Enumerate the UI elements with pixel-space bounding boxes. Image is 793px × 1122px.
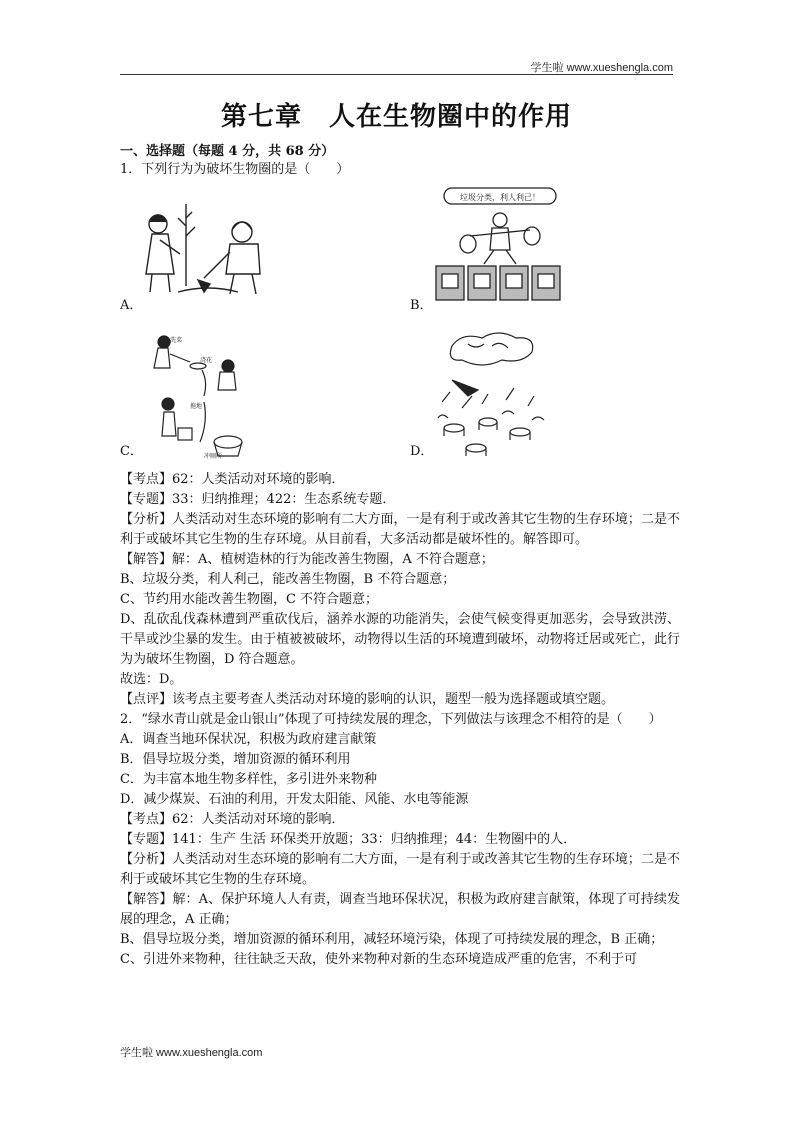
chapter-title: 第七章 人在生物圈中的作用	[220, 102, 572, 132]
tag-mop-floor: 拖地	[190, 403, 203, 410]
option-c-label: C．	[120, 444, 143, 459]
deforestation-illustration	[432, 332, 552, 460]
tag-flush-toilet: 冲厕所	[204, 453, 223, 460]
q1-dianping: 【点评】该考点主要考查人类活动对环境的影响的认识，题型一般为选择题或填空题。	[120, 692, 615, 707]
garbage-sorting-illustration	[430, 186, 570, 306]
q1-jieda-b: B、垃圾分类，利人利己，能改善生物圈，B 不符合题意；	[120, 572, 456, 587]
q2-option-c: C．为丰富本地生物多样性，多引进外来物种	[120, 772, 377, 787]
q1-jieda-c: C、节约用水能改善生物圈，C 不符合题意；	[120, 592, 379, 607]
tag-wash-vegetables: 洗菜	[170, 337, 183, 344]
water-saving-illustration	[144, 332, 254, 460]
tag-water-flowers: 浇花	[200, 357, 213, 364]
tree-planting-illustration	[138, 196, 278, 306]
q2-option-a: A．调查当地环保状况，积极为政府建言献策	[120, 732, 377, 747]
q2-stem: 2．“绿水青山就是金山银山”体现了可持续发展的理念，下列做法与该理念不相符的是（ ）	[120, 712, 662, 727]
header-site-name: 学生啦 www.xueshengla.com	[530, 62, 673, 74]
q2-zhuanti: 【专题】141：生产 生活 环保类开放题；33：归纳推理；44：生物圈中的人．	[120, 832, 577, 847]
q1-options	[120, 186, 680, 470]
q2-jieda-a: 【解答】解：A、保护环境人人有责，调查当地环保状况，积极为政府建言献策，体现了可持续发展的理念，A 正确；	[120, 892, 680, 927]
option-b	[410, 186, 650, 316]
header-divider	[120, 74, 673, 75]
sign-text: 垃圾分类，利人利己！	[460, 193, 540, 202]
q2-option-b: B．倡导垃圾分类，增加资源的循环利用	[120, 752, 351, 767]
q1-jieda-a: 【解答】解：A、植树造林的行为能改善生物圈，A 不符合题意；	[120, 552, 494, 567]
q2-option-d: D．减少煤炭、石油的利用，开发太阳能、风能、水电等能源	[120, 792, 469, 807]
q2-jieda-c: C、引进外来物种，往往缺乏天敌，使外来物种对新的生态环境造成严重的危害，不利于可	[120, 952, 637, 967]
q1-answer: 故选：D。	[120, 672, 183, 687]
q2-fenxi: 【分析】人类活动对生态环境的影响有二大方面，一是有利于或改善其它生物的生存环境；二是不利于或破坏其它生物的生存环境。	[120, 852, 680, 887]
option-b-label: B．	[410, 298, 433, 313]
option-a	[120, 186, 360, 316]
q1-zhuanti: 【专题】33：归纳推理；422：生态系统专题．	[120, 492, 396, 507]
footer-site-name: 学生啦 www.xueshengla.com	[120, 1047, 263, 1059]
q1-stem: 1．下列行为为破坏生物圈的是（ ）	[120, 162, 350, 177]
q1-kaodian: 【考点】62：人类活动对环境的影响．	[120, 472, 345, 487]
section-heading: 一、选择题（每题 4 分，共 68 分）	[120, 144, 335, 159]
option-a-label: A．	[120, 298, 143, 313]
document-body	[120, 160, 680, 970]
option-d-label: D．	[410, 444, 434, 459]
q2-jieda-b: B、倡导垃圾分类，增加资源的循环利用，减轻环境污染，体现了可持续发展的理念，B 正确；	[120, 932, 664, 947]
q1-fenxi: 【分析】人类活动对生态环境的影响有二大方面，一是有利于或改善其它生物的生存环境；二是不利于或破坏其它生物的生存环境。从目前看，大多活动都是破坏性的。解答即可。	[120, 512, 680, 547]
option-c	[120, 332, 360, 462]
q2-kaodian: 【考点】62：人类活动对环境的影响．	[120, 812, 345, 827]
option-d	[410, 332, 650, 462]
q1-jieda-d: D、乱砍乱伐森林遭到严重砍伐后，涵养水源的功能消失，会使气候变得更加恶劣，会导致洪涝、干旱或沙尘暴的发生。由于植被被破坏，动物得以生活的环境遭到破坏，动物将迁居或死亡，此行为为破坏生物圈，D 符合题意。	[120, 612, 680, 667]
